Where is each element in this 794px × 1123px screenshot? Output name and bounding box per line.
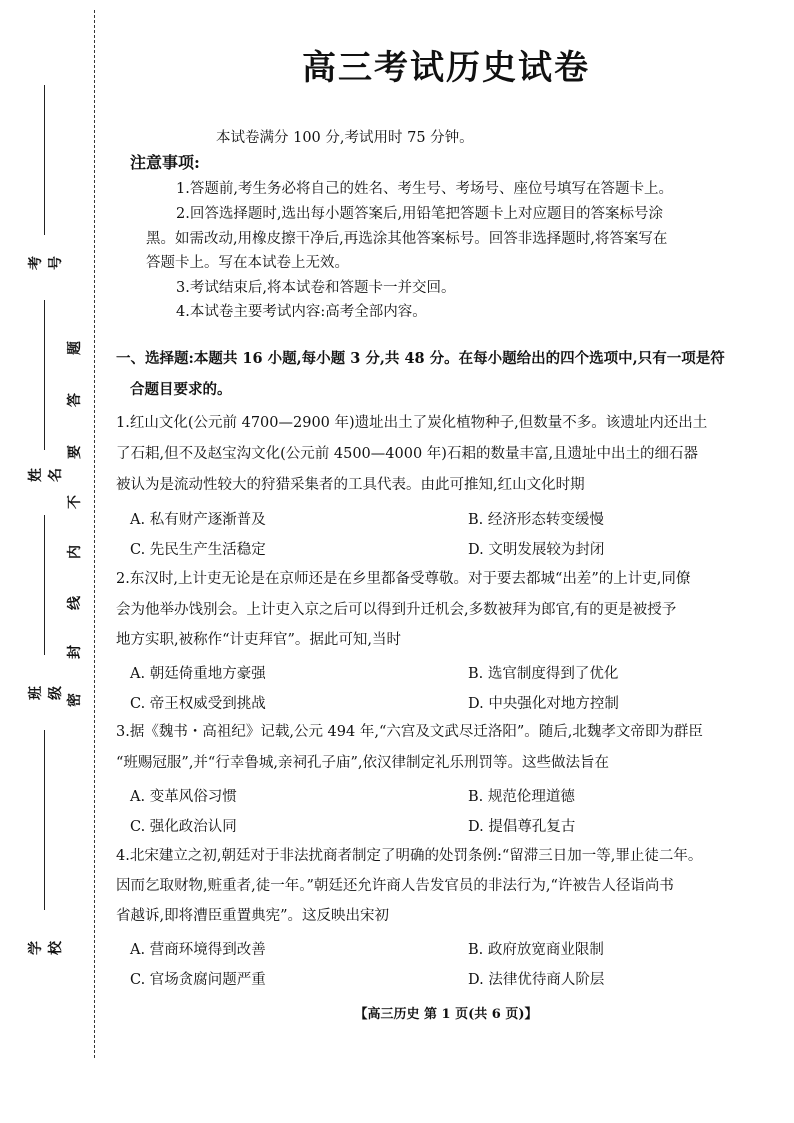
option-c: C. 先民生产生活稳定 xyxy=(130,542,266,558)
seal-char: 内 xyxy=(67,545,83,559)
exam-no-line xyxy=(44,85,45,235)
seal-dashed-line xyxy=(94,10,95,1058)
option-a: A. 朝廷倚重地方豪强 xyxy=(130,666,266,682)
page-footer: 【高三历史 第 1 页(共 6 页)】 xyxy=(354,1007,538,1022)
exam-subtitle: 本试卷满分 100 分,考试用时 75 分钟。 xyxy=(216,130,474,146)
section-heading-cont: 合题目要求的。 xyxy=(130,381,232,398)
name-label: 姓名 xyxy=(28,468,64,482)
notice-line: 1.答题前,考生务必将自己的姓名、考生号、考场号、座位号填写在答题卡上。 xyxy=(176,181,673,197)
notice-line: 答题卡上。写在本试卷上无效。 xyxy=(146,255,349,271)
seal-char: 要 xyxy=(67,445,83,459)
question-text: 省越诉,即将漕臣重置典宪”。这反映出宋初 xyxy=(116,908,390,924)
page-title: 高三考试历史试卷 xyxy=(302,48,590,88)
notice-line: 2.回答选择题时,选出每小题答案后,用铅笔把答题卡上对应题目的答案标号涂 xyxy=(176,206,664,222)
seal-char: 不 xyxy=(67,495,83,509)
question-text: 1.红山文化(公元前 4700—2900 年)遗址出土了炭化植物种子,但数量不多。该遗址内还出土 xyxy=(116,415,708,431)
question-text: 了石耜,但不及赵宝沟文化(公元前 4500—4000 年)石耜的数量丰富,且遗址中出土的细石器 xyxy=(116,446,699,462)
option-a: A. 营商环境得到改善 xyxy=(130,942,266,958)
question-text: 被认为是流动性较大的狩猎采集者的工具代表。由此可推知,红山文化时期 xyxy=(116,477,585,493)
section-heading: 一、选择题:本题共 16 小题,每小题 3 分,共 48 分。在每小题给出的四个选项中,只有一项是符 xyxy=(116,350,725,367)
exam-no-label: 考号 xyxy=(28,256,64,270)
question-text: 2.东汉时,上计吏无论是在京师还是在乡里都备受尊敬。对于要去都城“出差”的上计吏,同僚 xyxy=(116,571,691,587)
question-text: 4.北宋建立之初,朝廷对于非法扰商者制定了明确的处罚条例:“留滞三日加一等,罪止徒二年。 xyxy=(116,848,703,864)
option-a: A. 变革风俗习惯 xyxy=(130,789,237,805)
option-d: D. 法律优待商人阶层 xyxy=(468,972,605,988)
question-text: “班赐冠服”,并“行幸鲁城,亲祠孔子庙”,依汉律制定礼乐刑罚等。这些做法旨在 xyxy=(116,755,609,771)
option-b: B. 经济形态转变缓慢 xyxy=(468,512,604,528)
option-a: A. 私有财产逐渐普及 xyxy=(130,512,266,528)
question-text: 3.据《魏书・高祖纪》记载,公元 494 年,“六宫及文武尽迁洛阳”。随后,北魏孝文帝即为群臣 xyxy=(116,724,703,740)
seal-char: 线 xyxy=(67,596,83,610)
binding-margin xyxy=(0,0,100,1123)
school-label: 学校 xyxy=(28,941,64,955)
option-b: B. 选官制度得到了优化 xyxy=(468,666,619,682)
school-line xyxy=(44,730,45,910)
option-c: C. 强化政治认同 xyxy=(130,819,237,835)
notice-line: 黑。如需改动,用橡皮擦干净后,再选涂其他答案标号。回答非选择题时,将答案写在 xyxy=(146,231,668,247)
notice-line: 4.本试卷主要考试内容:高考全部内容。 xyxy=(176,304,427,320)
name-line xyxy=(44,300,45,450)
question-text: 会为他举办饯别会。上计吏入京之后可以得到升迁机会,多数被拜为郎官,有的更是被授予 xyxy=(116,602,677,618)
option-b: B. 政府放宽商业限制 xyxy=(468,942,604,958)
option-d: D. 文明发展较为封闭 xyxy=(468,542,605,558)
notice-heading: 注意事项: xyxy=(130,153,200,172)
question-text: 地方实职,被称作“计吏拜官”。据此可知,当时 xyxy=(116,632,402,648)
option-d: D. 中央强化对地方控制 xyxy=(468,696,619,712)
option-c: C. 官场贪腐问题严重 xyxy=(130,972,266,988)
question-text: 因而乞取财物,赃重者,徒一年。”朝廷还允许商人告发官员的非法行为,“许被告人径诣尚书 xyxy=(116,878,674,894)
option-c: C. 帝王权威受到挑战 xyxy=(130,696,266,712)
option-d: D. 提倡尊孔复古 xyxy=(468,819,576,835)
class-label: 班级 xyxy=(28,686,64,700)
seal-char: 封 xyxy=(67,645,83,659)
class-line xyxy=(44,515,45,655)
option-b: B. 规范伦理道德 xyxy=(468,789,575,805)
notice-line: 3.考试结束后,将本试卷和答题卡一并交回。 xyxy=(176,280,456,296)
seal-char: 答 xyxy=(67,393,83,407)
seal-char: 密 xyxy=(67,693,83,707)
seal-char: 题 xyxy=(67,341,83,355)
